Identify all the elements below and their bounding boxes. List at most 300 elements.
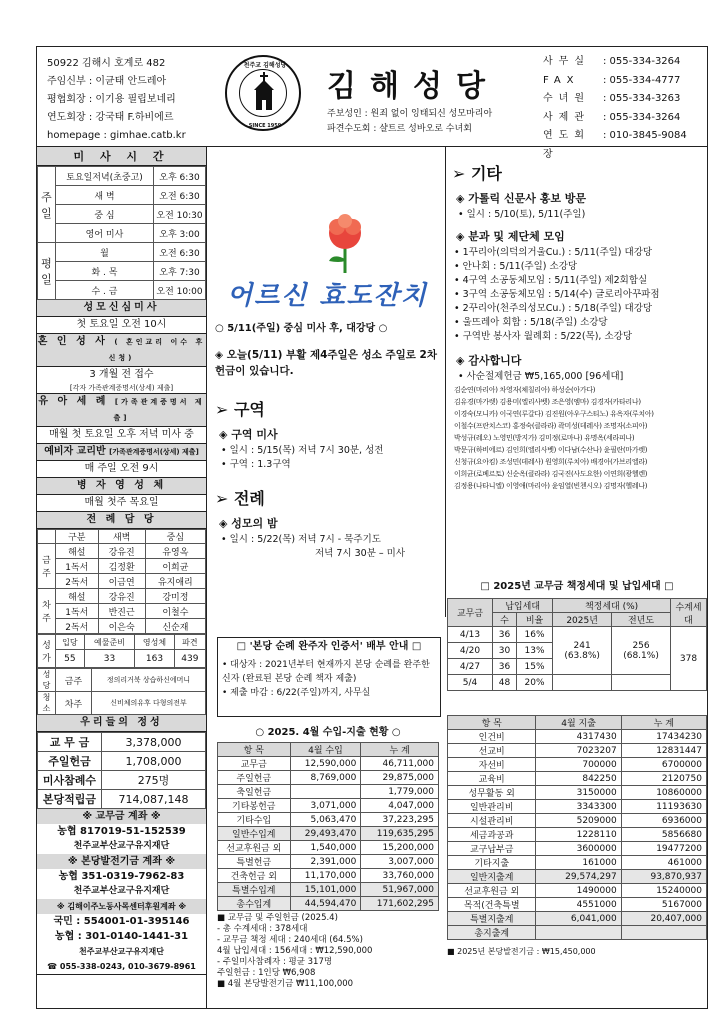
ledger-item: 일반지출계 xyxy=(448,870,536,884)
seal-since: SINCE 1959 xyxy=(248,123,282,129)
income-notes xyxy=(217,913,439,990)
mass-title: 미 사 시 간 xyxy=(37,147,206,166)
offering-label: 주일헌금 xyxy=(38,752,102,771)
meeting-list xyxy=(446,246,707,344)
ledger-row xyxy=(448,758,707,772)
acct2-number: 농협 351-0319-7962-83 xyxy=(58,871,185,882)
choir-head: 영성체 xyxy=(135,635,175,650)
mass-time: 오후 7:30 xyxy=(154,262,206,281)
ledger-total: 17434230 xyxy=(621,730,706,744)
marriage-text: 3 개월 전 접수 xyxy=(89,369,154,380)
ledger-item: 주일헌금 xyxy=(218,771,291,785)
mass-name: 중 심 xyxy=(56,205,154,224)
acct2-title: ※ 본당발전기금 계좌 ※ xyxy=(37,854,206,869)
pledge-head-row xyxy=(448,599,707,613)
ledger-month xyxy=(536,926,621,940)
ledger-total: 461000 xyxy=(621,856,706,870)
liturgy-cell: 강유진 xyxy=(98,589,145,604)
mass-time: 오전 10:00 xyxy=(154,281,206,300)
ledger-row xyxy=(448,730,707,744)
mass-row xyxy=(38,167,206,186)
pledge-date: 5/4 xyxy=(448,675,493,691)
ledger-item: 인건비 xyxy=(448,730,536,744)
ledger-row xyxy=(218,855,439,869)
pledge-count: 30 xyxy=(493,643,517,659)
pledge-count: 48 xyxy=(493,675,517,691)
ledger-total: 46,711,000 xyxy=(361,757,439,771)
ledger-total: 51,967,000 xyxy=(361,883,439,897)
ledger-item: 교육비 xyxy=(448,772,536,786)
ledger-row xyxy=(218,869,439,883)
right-column xyxy=(445,147,707,617)
catechism-text: 매 주일 오전 9시 xyxy=(37,461,206,478)
heart-mass-text: 첫 토요일 오전 10시 xyxy=(37,317,206,334)
choir-value-row xyxy=(38,650,206,668)
contact-value: : 010-3845-9084 xyxy=(603,130,687,141)
ledger-month: 15,101,000 xyxy=(290,883,361,897)
offering-label: 미사참례수 xyxy=(38,771,102,790)
ledger-total: 1,779,000 xyxy=(361,785,439,799)
choir-table xyxy=(37,634,206,668)
pastor: 주임신부 : 이균태 안드레아 xyxy=(47,76,167,87)
altar-row xyxy=(38,692,206,715)
ledger-month: 5209000 xyxy=(536,814,621,828)
district-section xyxy=(209,391,441,561)
address: 50922 김해시 호계로 482 xyxy=(47,58,166,69)
ledger-month: 4551000 xyxy=(536,898,621,912)
contact-row xyxy=(543,109,687,128)
altar-row xyxy=(38,669,206,692)
offering-value: 1,708,000 xyxy=(102,752,206,771)
mass-row xyxy=(38,243,206,262)
thanks-names xyxy=(454,384,707,492)
ledger-item: 총지출계 xyxy=(448,926,536,940)
pledge-set-2025 xyxy=(553,627,612,675)
acct3-phone: ☎ 055-338-0243, 010-3679-8961 xyxy=(47,962,196,971)
thanks-name-line: 이철수(프란치스코) 홍정숙(클라라) 곽미성(데레사) 조명자(소피아) xyxy=(454,422,648,430)
acct3-owner: 천주교부산교구유지재단 xyxy=(78,947,164,956)
pledge-row xyxy=(448,627,707,643)
contact-label: 사제관 xyxy=(543,111,590,123)
ledger-row xyxy=(218,771,439,785)
choir-head: 파견 xyxy=(174,635,205,650)
liturgy-group: 금주 xyxy=(38,544,56,589)
patron-info xyxy=(327,107,492,137)
ledger-row xyxy=(448,884,707,898)
ledger-total: 19477200 xyxy=(621,842,706,856)
offering-row xyxy=(38,790,206,809)
liturgy-cell: 이희균 xyxy=(145,559,205,574)
liturgy-head: 구분 xyxy=(56,530,99,544)
marriage-title-text: 혼 인 성 사 xyxy=(37,336,108,347)
marriage-note: ( 혼인교리 이수 후 신청) xyxy=(108,338,206,362)
ledger-row xyxy=(218,757,439,771)
liturgy-cell: 김정환 xyxy=(98,559,145,574)
sick-communion-title: 병 자 영 성 체 xyxy=(37,478,206,495)
meeting-item: • 안나회 : 5/11(주일) 소강당 xyxy=(454,261,578,272)
mary-night-line: 저녁 7시 30분 – 미사 xyxy=(315,548,406,559)
ledger-row xyxy=(218,897,439,911)
ledger-item: 총수입계 xyxy=(218,897,291,911)
ledger-head: 누 계 xyxy=(621,716,706,730)
acct3-number2: 농협 : 301-0140-1441-31 xyxy=(54,931,189,942)
pilgrim-line: • 제출 마감 : 6/22(주일)까지, 사무실 xyxy=(222,688,371,698)
left-column xyxy=(37,147,207,1008)
mass-row xyxy=(38,281,206,300)
ledger-total: 3,007,000 xyxy=(361,855,439,869)
ledger-total xyxy=(621,926,706,940)
offering-row xyxy=(38,752,206,771)
thanks-name-line: 박문규(하비에르) 김인희(엘리사벳) 이다남(수산나) 윤필란(마가렛) xyxy=(454,446,648,454)
ledger-row xyxy=(448,898,707,912)
ledger-item: 선교후원금 외 xyxy=(218,841,291,855)
ledger-item: 특별지출계 xyxy=(448,912,536,926)
ledger-month: 29,574,297 xyxy=(536,870,621,884)
ledger-month: 2,391,000 xyxy=(290,855,361,869)
contact-label: 수녀원 xyxy=(543,93,590,104)
liturgy-table xyxy=(37,529,206,634)
acct3-title: ※ 김해이주노동사목센터후원계좌 ※ xyxy=(37,899,206,914)
ledger-total: 171,602,295 xyxy=(361,897,439,911)
ledger-row xyxy=(448,856,707,870)
ledger-month: 44,594,470 xyxy=(290,897,361,911)
ledger-item: 건축헌금 외 xyxy=(218,869,291,883)
liturgy-head-row xyxy=(38,530,206,544)
ledger-item: 세금과공과 xyxy=(448,828,536,842)
thanks-name-line: 김순연(마리아) 차영자(체칠리아) 하성순(아가다) xyxy=(454,386,596,394)
church-icon xyxy=(239,69,287,117)
income-note-line: - 주일미사참례자 : 평균 317명 xyxy=(217,957,333,967)
liturgy-cell: 이철수 xyxy=(145,604,205,619)
choir-head: 예물준비 xyxy=(84,635,134,650)
altar-team: 정의리거북 상습하신에머니 xyxy=(92,669,206,692)
mass-name: 토요일저녁(초중고) xyxy=(56,167,154,186)
ledger-month: 12,590,000 xyxy=(290,757,361,771)
catechism-note: [가족관계증명서(상세) 제출] xyxy=(109,448,199,456)
thanks-first: • 사순절제헌금 ₩5,165,000 [96세대] xyxy=(458,371,624,382)
pledge-set-2025-value: 241 xyxy=(573,640,591,651)
meeting-item: • 구역반 봉사자 월례회 : 5/22(목), 소강당 xyxy=(454,331,632,342)
liturgy-row xyxy=(38,559,206,574)
pilgrim-line: • 대상자 : 2021년부터 현재까지 본당 순례를 완주한 신자 (완료된 본당 순례 책자 제출) xyxy=(222,660,430,684)
patron-saint: 주보성인 : 원죄 없이 잉태되신 성모마리아 xyxy=(327,109,493,119)
altar-table xyxy=(37,668,206,715)
liturgy-row xyxy=(38,574,206,589)
homepage: homepage : gimhae.catb.kr xyxy=(47,130,186,141)
pledge-rate: 15% xyxy=(516,659,552,675)
pledge-subhead: 수 xyxy=(493,613,517,627)
thanks-title: ◈ 감사합니다 xyxy=(456,354,522,367)
ledger-total: 119,635,295 xyxy=(361,827,439,841)
ledger-total: 5167000 xyxy=(621,898,706,912)
ledger-month: 842250 xyxy=(536,772,621,786)
catechism-title xyxy=(37,444,206,461)
mass-row xyxy=(38,205,206,224)
contact-label: 연도회장 xyxy=(543,130,590,160)
acct1-number: 농협 817019-51-152539 xyxy=(57,826,186,837)
liturgy-cell: 반진근 xyxy=(98,604,145,619)
mass-time: 오전 10:30 xyxy=(154,205,206,224)
ledger-total: 2120750 xyxy=(621,772,706,786)
pledge-count: 36 xyxy=(493,659,517,675)
pledge-empty xyxy=(612,675,671,691)
acct1-title: ※ 교무금 계좌 ※ xyxy=(37,809,206,824)
liturgy-row xyxy=(38,589,206,604)
pledge-subhead: 전년도 xyxy=(612,613,671,627)
ledger-item: 기타지출 xyxy=(448,856,536,870)
contact-value: : 055-334-3264 xyxy=(603,56,681,67)
ledger-row xyxy=(448,744,707,758)
ledger-row xyxy=(448,842,707,856)
mass-time: 오후 6:30 xyxy=(154,167,206,186)
seal-top-text: 천주교 김해성당 xyxy=(243,62,287,69)
income-note-line: ■ 교무금 및 주일헌금 (2025.4) xyxy=(217,913,338,923)
liturgy-group: 차주 xyxy=(38,589,56,634)
contact-row xyxy=(543,90,687,109)
liturgy-row xyxy=(38,544,206,559)
mass-name: 수 . 금 xyxy=(56,281,154,300)
contact-row xyxy=(543,53,687,72)
liturgy-cell: 강미정 xyxy=(145,589,205,604)
offering-row xyxy=(38,733,206,752)
mass-time: 오후 3:00 xyxy=(154,224,206,243)
ledger-month: 11,170,000 xyxy=(290,869,361,883)
meeting-item: • 울뜨레아 회합 : 5/18(주일) 소강당 xyxy=(454,317,608,328)
liturgy-section-title: ➢ 전례 xyxy=(215,489,265,508)
ledger-row xyxy=(448,926,707,940)
mass-row xyxy=(38,186,206,205)
pledge-title: □ 2025년 교무금 책정세대 및 납입세대 □ xyxy=(480,581,674,592)
income-section xyxy=(217,723,439,990)
baptism-text: 매월 첫 토요일 오후 저녁 미사 중 xyxy=(37,427,206,444)
ledger-month: 3,071,000 xyxy=(290,799,361,813)
contact-value: : 055-334-3263 xyxy=(603,93,681,104)
ledger-item: 교구납부금 xyxy=(448,842,536,856)
pledge-households: 378 xyxy=(671,627,707,691)
ledger-row xyxy=(218,799,439,813)
ledger-month: 5,063,470 xyxy=(290,813,361,827)
thanks-name-line: 김유경(마가렛) 김용미(엘리사벳) 조은영(엠마) 김경자(카타리나) xyxy=(454,398,641,406)
ledger-total: 29,875,000 xyxy=(361,771,439,785)
ledger-month: 161000 xyxy=(536,856,621,870)
ledger-month: 6,041,000 xyxy=(536,912,621,926)
expense-note: ■ 2025년 본당발전기금 : ₩15,450,000 xyxy=(447,947,596,956)
news-visit-line: • 일시 : 5/10(토), 5/11(주일) xyxy=(458,209,586,220)
ledger-head: 누 계 xyxy=(361,743,439,757)
ledger-month: 1490000 xyxy=(536,884,621,898)
pledge-subhead: 2025년 xyxy=(553,613,612,627)
ledger-row xyxy=(218,841,439,855)
liturgy-cell: 해설 xyxy=(56,589,99,604)
ledger-item: 축일헌금 xyxy=(218,785,291,799)
altar-week: 차주 xyxy=(56,692,92,715)
heart-mass-title: 성모신심미사 xyxy=(37,300,206,317)
festival-time: ○ 5/11(주일) 중심 미사 후, 대강당 ○ xyxy=(215,323,388,334)
ledger-head-row xyxy=(218,743,439,757)
ledger-item: 기타수입 xyxy=(218,813,291,827)
altar-week: 금주 xyxy=(56,669,92,692)
liturgy-row xyxy=(38,604,206,619)
liturgy-cell: 유지애리 xyxy=(145,574,205,589)
ledger-month: 1228110 xyxy=(536,828,621,842)
mass-group-label: 주일 xyxy=(38,167,56,243)
acct3-number1: 국민 : 554001-01-395146 xyxy=(53,916,190,927)
mass-name: 새 벽 xyxy=(56,186,154,205)
liturgy-cell: 이금연 xyxy=(98,574,145,589)
ledger-row xyxy=(218,827,439,841)
ledger-total: 4,047,000 xyxy=(361,799,439,813)
choir-value: 163 xyxy=(135,650,175,668)
pledge-date: 4/27 xyxy=(448,659,493,675)
pledge-date: 4/20 xyxy=(448,643,493,659)
news-visit-title: ◈ 가톨릭 신문사 홍보 방문 xyxy=(456,192,587,205)
ledger-row xyxy=(448,800,707,814)
ledger-row xyxy=(448,786,707,800)
ledger-item: 일반관리비 xyxy=(448,800,536,814)
council-head: 평협회장 : 이기용 필립보네리 xyxy=(47,94,176,105)
choir-label: 성가 xyxy=(38,635,56,668)
pledge-head: 수계세대 xyxy=(671,599,707,627)
pledge-rate: 20% xyxy=(516,675,552,691)
mass-name: 월 xyxy=(56,243,154,262)
offering-value: 3,378,000 xyxy=(102,733,206,752)
district-title: ➢ 구역 xyxy=(215,400,265,419)
income-note-line: - 교무금 책정 세대 : 240세대 (64.5%) xyxy=(217,935,363,945)
parish-title: 김해성당 xyxy=(327,69,499,104)
ledger-total: 20,407,000 xyxy=(621,912,706,926)
mass-row xyxy=(38,262,206,281)
ledger-total: 11193630 xyxy=(621,800,706,814)
ledger-total: 15240000 xyxy=(621,884,706,898)
bulletin-frame xyxy=(36,46,708,1009)
ledger-item: 선교비 xyxy=(448,744,536,758)
meeting-title: ◈ 분과 및 제단체 모임 xyxy=(456,230,565,243)
liturgy-cell: 2독서 xyxy=(56,574,99,589)
acct2-owner: 천주교부산교구유지재단 xyxy=(73,886,170,896)
ledger-total: 12831447 xyxy=(621,744,706,758)
offering-label: 교 무 금 xyxy=(38,733,102,752)
thanks-name-line: 이경숙(모니카) 이국연(루갈다) 김진원(아우구스티노) 유옥자(루치아) xyxy=(454,410,654,418)
income-title: ○ 2025. 4월 수입-지출 현황 ○ xyxy=(255,727,401,738)
accounts xyxy=(37,809,206,975)
liturgy-cell: 1독서 xyxy=(56,559,99,574)
catechism-title-text: 예비자 교리반 xyxy=(44,446,106,457)
pledge-rate: 16% xyxy=(516,627,552,643)
pledge-section xyxy=(447,577,707,691)
income-note-line: - 총 수계세대 : 378세대 xyxy=(217,924,308,934)
pledge-subhead: 비율 xyxy=(516,613,552,627)
choir-value: 33 xyxy=(84,650,134,668)
ledger-row xyxy=(448,870,707,884)
pilgrim-certificate-box xyxy=(217,637,441,717)
liturgy-cell: 2독서 xyxy=(56,619,99,634)
vocation-notice: ◈ 오늘(5/11) 부활 제4주일은 성소 주일로 2차 헌금이 있습니다. xyxy=(215,349,437,377)
contact-label: FAX xyxy=(543,74,580,86)
ledger-item: 목적(건축특별 xyxy=(448,898,536,912)
baptism-note: [가족관계증명서 제출] xyxy=(113,398,205,422)
district-mass-line: • 구역 : 1.3구역 xyxy=(221,459,291,470)
meeting-item: • 3구역 소공동체모임 : 5/14(수) 글로리아꾸파점 xyxy=(454,289,660,300)
ledger-row xyxy=(448,828,707,842)
liturgy-head: 새벽 xyxy=(98,530,145,544)
offering-value: 275명 xyxy=(102,771,206,790)
ledger-month: 4317430 xyxy=(536,730,621,744)
ledger-row xyxy=(448,772,707,786)
offering-title: 우리들의 정성 xyxy=(37,715,206,732)
income-note-line: 주일헌금 : 1인당 ₩6,908 xyxy=(217,968,316,978)
federation-head: 연도회장 : 강국태 F.하비에르 xyxy=(47,112,174,123)
liturgy-cell: 신순재 xyxy=(145,619,205,634)
choir-head: 입당 xyxy=(56,635,85,650)
parish-info xyxy=(47,55,186,145)
ledger-month: 29,493,470 xyxy=(290,827,361,841)
mass-time: 오전 6:30 xyxy=(154,243,206,262)
mass-name: 영어 미사 xyxy=(56,224,154,243)
liturgy-cell: 1독서 xyxy=(56,604,99,619)
ledger-month: 3343300 xyxy=(536,800,621,814)
pledge-head: 교무금 xyxy=(448,599,493,627)
festival-title: 어르신 효도잔치 xyxy=(227,281,428,311)
ledger-item: 특별수입계 xyxy=(218,883,291,897)
ledger-row xyxy=(448,814,707,828)
choir-head-row xyxy=(38,635,206,650)
ledger-month: 1,540,000 xyxy=(290,841,361,855)
expense-section xyxy=(447,715,707,957)
liturgy-cell: 강유진 xyxy=(98,544,145,559)
ledger-item: 자선비 xyxy=(448,758,536,772)
contact-value: : 055-334-4777 xyxy=(603,74,681,86)
meeting-item: • 4구역 소공동체모임 : 5/11(주일) 제2회합실 xyxy=(454,275,648,286)
mass-row xyxy=(38,224,206,243)
ledger-item: 기타봉헌금 xyxy=(218,799,291,813)
district-mass-line: • 일시 : 5/15(목) 저녁 7시 30분, 성전 xyxy=(221,445,384,456)
income-note-line: 4월 납입세대 : 156세대 : ₩12,590,000 xyxy=(217,946,373,956)
mary-night-line: • 일시 : 5/22(목) 저녁 7시 - 묵주기도 xyxy=(221,534,381,545)
offering-row xyxy=(38,771,206,790)
expense-table xyxy=(447,715,707,940)
ledger-total: 37,223,295 xyxy=(361,813,439,827)
liturgy-row xyxy=(38,619,206,634)
ledger-head: 항 목 xyxy=(448,716,536,730)
pledge-set-prev xyxy=(612,627,671,675)
pledge-row xyxy=(448,675,707,691)
ledger-total: 6700000 xyxy=(621,758,706,772)
ledger-item: 시설관리비 xyxy=(448,814,536,828)
ledger-row xyxy=(448,912,707,926)
ledger-row xyxy=(218,785,439,799)
offering-value: 714,087,148 xyxy=(102,790,206,809)
altar-label: 청소 xyxy=(38,692,56,715)
marriage-title xyxy=(37,334,206,367)
ledger-total: 5856680 xyxy=(621,828,706,842)
liturgy-head-blank xyxy=(38,530,56,544)
ledger-row xyxy=(218,813,439,827)
choir-value: 439 xyxy=(174,650,205,668)
choir-value: 55 xyxy=(56,650,85,668)
offering-table xyxy=(37,732,206,809)
ledger-item: 특별헌금 xyxy=(218,855,291,869)
ledger-month: 8,769,000 xyxy=(290,771,361,785)
ledger-head-row xyxy=(448,716,707,730)
pledge-count: 36 xyxy=(493,627,517,643)
ledger-item: 선교후원금 외 xyxy=(448,884,536,898)
ledger-row xyxy=(218,883,439,897)
mass-name: 화 . 목 xyxy=(56,262,154,281)
etc-title: ➢ 기타 xyxy=(452,164,502,183)
mass-time: 오전 6:30 xyxy=(154,186,206,205)
ledger-item: 성무활동 외 xyxy=(448,786,536,800)
liturgy-title: 전 례 담 당 xyxy=(37,512,206,529)
